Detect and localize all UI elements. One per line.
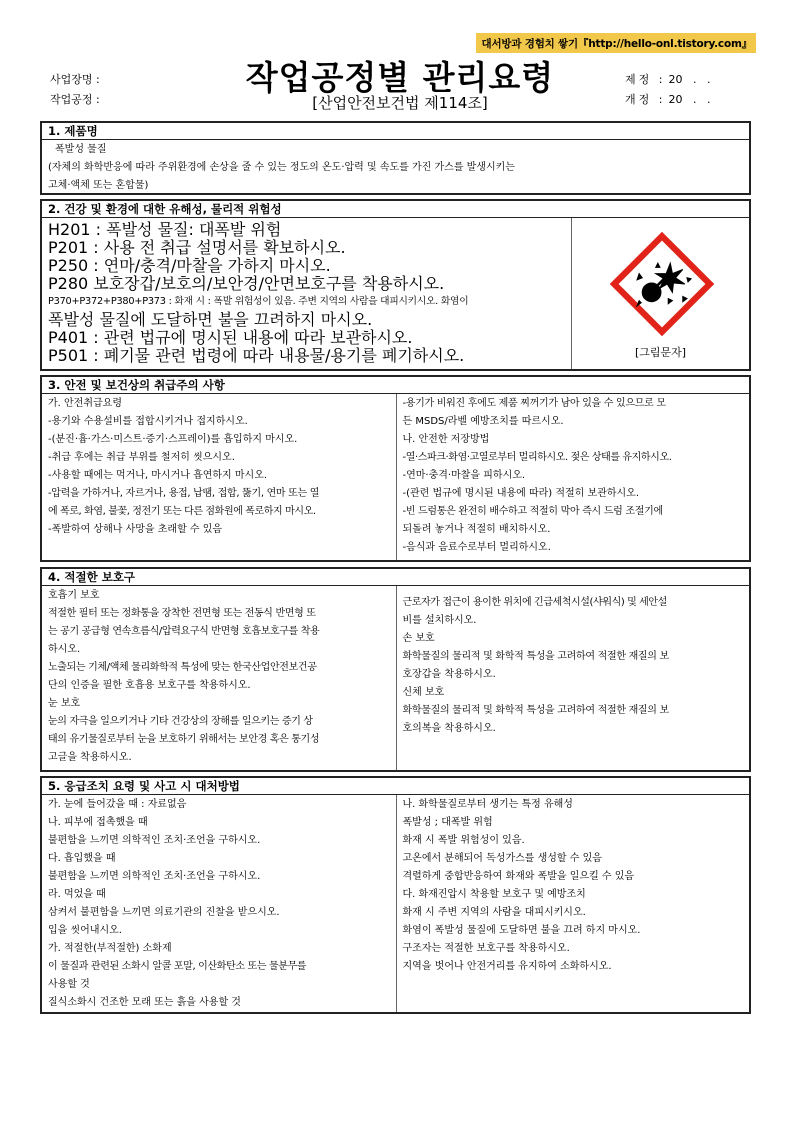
enacted-date (625, 70, 710, 90)
section-title: 3. 안전 및 보건상의 취급주의 사항 (42, 377, 749, 394)
text-line: (자체의 화학반응에 따라 주위환경에 손상을 줄 수 있는 정도의 온도·압력 및 속도를 가진 가스를 발생시키는 (48, 162, 515, 173)
text-line: 화재 시 폭발 위험성이 있음. (402, 835, 525, 846)
text-line: 질식소화시 건조한 모래 또는 흙을 사용할 것 (48, 997, 241, 1008)
pictogram-caption: [그림문자] (634, 346, 687, 359)
text-line: 가. 적절한(부적절한) 소화제 (48, 943, 172, 954)
text-line: H201 : 폭발성 물질: 대폭발 위험 (48, 220, 282, 239)
ppe-right (396, 586, 750, 770)
revised-label: 개정 : (625, 93, 666, 106)
text-line: 하시오. (48, 644, 81, 655)
text-line: 태의 유기물질로부터 눈을 보호하기 위해서는 보안경 혹은 통기성 (48, 734, 320, 745)
text-line: 호장갑을 착용하시오. (402, 669, 496, 680)
text-line: 나. 피부에 접촉했을 때 (48, 817, 148, 828)
pictogram-cell (571, 218, 749, 369)
text-line: 고글을 착용하시오. (48, 752, 132, 763)
text-line: 폭발성 물질에 도달하면 불을 끄려하지 마시오. (48, 310, 373, 329)
enacted-value: 20 . . (668, 73, 711, 86)
page-title: 작업공정별 관리요령 (245, 58, 555, 97)
text-line: -(분진·흄·가스·미스트·증기·스프레이)를 흡입하지 마시오. (48, 434, 298, 445)
text-line: 든 MSDS/라벨 예방조치를 따르시오. (402, 416, 564, 427)
hazard-statements (42, 218, 571, 369)
section-body (42, 586, 749, 770)
text-line: 단의 인증을 필한 호흡용 보호구를 착용하시오. (48, 680, 251, 691)
text-line: 눈 보호 (48, 698, 81, 709)
text-line: P370+P372+P380+P373 : 화재 시 : 폭발 위험성이 있음. 주변 지역의 사람을 대피시키시오. 화염이 (48, 296, 469, 307)
text-line: -음식과 음료수로부터 멀리하시오. (402, 542, 551, 553)
exploding-bomb-icon (610, 232, 714, 336)
text-line: 이 물질과 관련된 소화시 알콜 포말, 이산화탄소 또는 물분무를 (48, 961, 307, 972)
text-line: 구조자는 적절한 보호구를 착용하시오. (402, 943, 570, 954)
text-line: 적절한 필터 또는 정화통을 장착한 전면형 또는 전동식 반면형 또 (48, 608, 316, 619)
emergency-left (42, 795, 396, 1012)
header-right (625, 70, 710, 110)
section-body (42, 218, 749, 369)
text-line: 화학물질의 물리적 및 화학적 특성을 고려하여 적절한 재질의 보 (402, 705, 669, 716)
text-line: 고체·액체 또는 혼합물) (48, 180, 149, 191)
ppe-left (42, 586, 396, 770)
text-line: 삼켜서 불편함을 느끼면 의료기관의 진찰을 받으시오. (48, 907, 280, 918)
section-body (42, 394, 749, 560)
section-title: 1. 제품명 (42, 123, 749, 140)
text-line: -취급 후에는 취급 부위를 철저히 씻으시오. (48, 452, 235, 463)
section-title: 4. 적절한 보호구 (42, 569, 749, 586)
text-line: 되돌려 놓거나 적절히 배치하시오. (402, 524, 551, 535)
section-emergency (40, 776, 751, 1014)
section-hazards (40, 199, 751, 371)
handling-left (42, 394, 396, 560)
handling-right (396, 394, 750, 560)
text-line: 호흡기 보호 (48, 590, 100, 601)
text-line: 입을 씻어내시오. (48, 925, 122, 936)
text-line: 손 보호 (402, 633, 435, 644)
text-line: P250 : 연마/충격/마찰을 가하지 마시오. (48, 256, 331, 275)
text-line: 다. 흡입했을 때 (48, 853, 116, 864)
section-product-name (40, 121, 751, 195)
company-name-label: 사업장명 : (50, 73, 100, 86)
section-body (42, 795, 749, 1012)
text-line: 화염이 폭발성 물질에 도달하면 불을 끄려 하지 마시오. (402, 925, 641, 936)
page-subtitle: [산업안전보건법 제114조] (312, 94, 488, 112)
text-line: 근로자가 접근이 용이한 위치에 긴급세척시설(샤워식) 및 세안설 (402, 597, 667, 608)
emergency-right (396, 795, 750, 1012)
text-line: 고온에서 분해되어 독성가스를 생성할 수 있음 (402, 853, 602, 864)
text-line: -폭발하여 상해나 사망을 초래할 수 있음 (48, 524, 223, 535)
text-line: 폭발성 물질 (55, 144, 107, 155)
text-line: -빈 드럼통은 완전히 배수하고 적절히 막아 즉시 드럼 조절기에 (402, 506, 663, 517)
text-line: 사용할 것 (48, 979, 90, 990)
text-line: 격렬하게 중합반응하여 화재와 폭발을 일으킬 수 있음 (402, 871, 635, 882)
text-line: 라. 먹었을 때 (48, 889, 106, 900)
text-line: 호의복을 착용하시오. (402, 723, 496, 734)
section-protective-equipment (40, 567, 751, 772)
enacted-label: 제정 : (625, 73, 666, 86)
text-line: 가. 눈에 들어갔을 때 : 자료없음 (48, 799, 187, 810)
text-line: 불편함을 느끼면 의학적인 조치·조언을 구하시오. (48, 871, 261, 882)
text-line: 가. 안전취급요령 (48, 398, 122, 409)
text-line: -열·스파크·화염·고열로부터 멀리하시오. 젖은 상태를 유지하시오. (402, 452, 672, 463)
revised-date (625, 90, 710, 110)
text-line: P201 : 사용 전 취급 설명서를 확보하시오. (48, 238, 346, 257)
text-line: 비를 설치하시오. (402, 615, 477, 626)
section-body (42, 140, 749, 195)
text-line: P280 보호장갑/보호의/보안경/안면보호구를 착용하시오. (48, 274, 445, 293)
text-line: P401 : 관련 법규에 명시된 내용에 따라 보관하시오. (48, 328, 413, 347)
text-line: -사용할 때에는 먹거나, 마시거나 흡연하지 마시오. (48, 470, 268, 481)
header-left (50, 70, 100, 110)
text-line: -연마·충격·마찰을 피하시오. (402, 470, 526, 481)
text-line: 는 공기 공급형 연속흐름식/압력요구식 반면형 호흡보호구를 착용 (48, 626, 320, 637)
text-line: 신체 보호 (402, 687, 445, 698)
text-line: 불편함을 느끼면 의학적인 조치·조언을 구하시오. (48, 835, 261, 846)
section-title: 5. 응급조치 요령 및 사고 시 대처방법 (42, 778, 749, 795)
text-line: 눈의 자극을 일으키거나 기타 건강상의 장해를 일으키는 증기 상 (48, 716, 313, 727)
text-line: 지역을 벗어나 안전거리를 유지하여 소화하시오. (402, 961, 612, 972)
text-line: 나. 안전한 저장방법 (402, 434, 490, 445)
text-line: 화재 시 주변 지역의 사람을 대피시키시오. (402, 907, 586, 918)
text-line: 폭발성 ; 대폭발 위험 (402, 817, 493, 828)
section-title: 2. 건강 및 환경에 대한 유해성, 물리적 위험성 (42, 201, 749, 218)
text-line: -압력을 가하거나, 자르거나, 용접, 납땜, 접합, 뚫기, 연마 또는 열 (48, 488, 320, 499)
text-line: 에 폭로, 화염, 불꽃, 정전기 또는 다른 점화원에 폭로하지 마시오. (48, 506, 316, 517)
text-line: 화학물질의 물리적 및 화학적 특성을 고려하여 적절한 재질의 보 (402, 651, 669, 662)
text-line: 노출되는 기체/액체 물리화학적 특성에 맞는 한국산업안전보건공 (48, 662, 317, 673)
blog-badge: 대서방과 경험치 쌓기『http://hello-onl.tistory.com』 (476, 33, 756, 53)
text-line: -(관련 법규에 명시된 내용에 따라) 적절히 보관하시오. (402, 488, 640, 499)
text-line: 다. 화재진압시 착용할 보호구 및 예방조치 (402, 889, 586, 900)
text-line: P501 : 폐기물 관련 법령에 따라 내용물/용기를 폐기하시오. (48, 346, 465, 365)
work-process-label: 작업공정 : (50, 93, 100, 106)
section-handling (40, 375, 751, 562)
revised-value: 20 . . (668, 93, 711, 106)
text-line: -용기와 수용설비를 접합시키거나 접지하시오. (48, 416, 248, 427)
text-line: -용기가 비워진 후에도 제품 찌꺼기가 남아 있을 수 있으므로 모 (402, 398, 666, 409)
text-line: 나. 화학물질로부터 생기는 특정 유해성 (402, 799, 573, 810)
